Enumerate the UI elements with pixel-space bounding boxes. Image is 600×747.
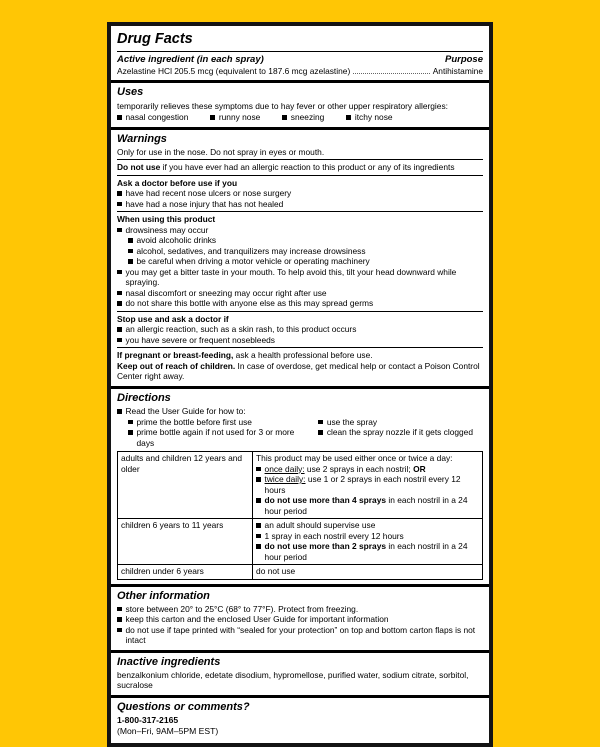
- warnings-heading: Warnings: [117, 132, 167, 145]
- list-item: have had recent nose ulcers or nose surgery: [117, 188, 483, 199]
- other-information-heading: Other information: [117, 589, 210, 602]
- square-bullet-icon: [117, 617, 122, 622]
- list-item: use the spray: [318, 417, 483, 428]
- table-row: [118, 519, 483, 565]
- square-bullet-icon: [117, 327, 122, 332]
- list-item: runny nose: [210, 112, 260, 123]
- list-item: drowsiness may occur: [117, 225, 483, 236]
- list-item: nasal discomfort or sneezing may occur right after use: [117, 288, 483, 299]
- list-item: do not use more than 4 sprays in each nostril in a 24 hour period: [256, 495, 479, 516]
- warnings-pregnancy-keepout: [117, 350, 483, 382]
- active-ingredient-name: Azelastine HCl 205.5 mcg (equivalent to 187.6 mcg azelastine): [117, 65, 351, 76]
- list-item: once daily: use 2 sprays in each nostril; OR: [256, 464, 479, 475]
- user-guide-columns: [117, 417, 483, 449]
- uses-symptom-list: [117, 112, 483, 123]
- list-item: an adult should supervise use: [256, 520, 479, 531]
- table-row: [118, 452, 483, 519]
- square-bullet-icon: [256, 467, 261, 472]
- list-item: itchy nose: [346, 112, 392, 123]
- phone-number: 1-800-317-2165: [117, 715, 179, 726]
- square-bullet-icon: [128, 420, 133, 425]
- guide-column-1: [117, 417, 307, 449]
- list-item: clean the spray nozzle if it gets clogged: [318, 427, 483, 438]
- square-bullet-icon: [128, 259, 133, 264]
- active-ingredient-heading-row: [117, 54, 483, 66]
- square-bullet-icon: [256, 477, 261, 482]
- list-item: prime the bottle before first use: [128, 417, 307, 428]
- square-bullet-icon: [318, 430, 323, 435]
- purpose-heading: Purpose: [444, 53, 483, 65]
- square-bullet-icon: [117, 228, 122, 233]
- warnings-stop-use: [117, 314, 483, 349]
- list-item: you have severe or frequent nosebleeds: [117, 335, 483, 346]
- list-item: store between 20° to 25°C (68° to 77°F). Protect from freezing.: [117, 604, 483, 615]
- age-cell: adults and children 12 years and older: [118, 452, 253, 519]
- dosage-table: [117, 451, 483, 580]
- square-bullet-icon: [318, 420, 323, 425]
- square-bullet-icon: [128, 238, 133, 243]
- list-item: have had a nose injury that has not healed: [117, 199, 483, 210]
- list-item: prime bottle again if not used for 3 or more days: [128, 427, 307, 448]
- dotted-leader: [353, 73, 429, 74]
- square-bullet-icon: [117, 191, 122, 196]
- age-cell: children 6 years to 11 years: [118, 519, 253, 565]
- table-row: [118, 565, 483, 580]
- list-item: do not share this bottle with anyone else as this may spread germs: [117, 298, 483, 309]
- directions-heading: Directions: [117, 391, 171, 404]
- square-bullet-icon: [282, 115, 287, 120]
- drug-facts-label: [107, 22, 493, 747]
- square-bullet-icon: [117, 301, 122, 306]
- uses-intro: temporarily relieves these symptoms due to hay fever or other upper respiratory allergies:: [117, 100, 448, 111]
- square-bullet-icon: [117, 628, 122, 633]
- section-warnings: [111, 127, 489, 386]
- stop-use-heading: Stop use and ask a doctor if: [117, 313, 229, 324]
- list-item: avoid alcoholic drinks: [128, 235, 483, 246]
- keep-out-line: Keep out of reach of children. In case of overdose, get medical help or contact a Poison Control Center right away.: [117, 360, 480, 382]
- section-questions: [111, 695, 489, 742]
- divider: [117, 51, 483, 52]
- dose-intro: This product may be used either once or twice a day:: [256, 453, 453, 464]
- square-bullet-icon: [117, 338, 122, 343]
- square-bullet-icon: [256, 498, 261, 503]
- warnings-only-for-use: Only for use in the nose. Do not spray in eyes or mouth.: [117, 147, 483, 161]
- list-item: do not use more than 2 sprays in each nostril in a 24 hour period: [256, 541, 479, 562]
- dose-cell: do not use: [253, 565, 483, 580]
- active-ingredient-heading: Active ingredient (in each spray): [117, 53, 264, 65]
- square-bullet-icon: [117, 270, 122, 275]
- section-other-information: [111, 584, 489, 650]
- square-bullet-icon: [210, 115, 215, 120]
- warnings-do-not-use: Do not use if you have ever had an allergic reaction to this product or any of its ingredients: [117, 162, 483, 176]
- dose-cell: [253, 519, 483, 565]
- list-item: sneezing: [282, 112, 324, 123]
- square-bullet-icon: [117, 409, 122, 414]
- square-bullet-icon: [128, 249, 133, 254]
- section-directions: [111, 386, 489, 584]
- when-using-heading: When using this product: [117, 214, 216, 225]
- list-item: nasal congestion: [117, 112, 188, 123]
- section-inactive-ingredients: [111, 650, 489, 695]
- list-item: an allergic reaction, such as a skin rash, to this product occurs: [117, 324, 483, 335]
- list-item: 1 spray in each nostril every 12 hours: [256, 531, 479, 542]
- list-item: you may get a bitter taste in your mouth. To help avoid this, tilt your head downward while spraying.: [117, 267, 483, 288]
- list-item: do not use if tape printed with “sealed for your protection” on top and bottom carton flaps is not intact: [117, 625, 483, 646]
- square-bullet-icon: [128, 430, 133, 435]
- dose-cell: [253, 452, 483, 519]
- square-bullet-icon: [117, 115, 122, 120]
- guide-column-2: [307, 417, 483, 449]
- square-bullet-icon: [256, 534, 261, 539]
- inactive-ingredients-heading: Inactive ingredients: [117, 655, 221, 668]
- inactive-ingredients-text: benzalkonium chloride, edetate disodium, hypromellose, purified water, sodium citrate, sorbitol, sucralose: [117, 669, 469, 691]
- drug-facts-title: Drug Facts: [117, 31, 193, 47]
- pregnant-line: If pregnant or breast-feeding, ask a health professional before use.: [117, 350, 373, 361]
- square-bullet-icon: [117, 607, 122, 612]
- section-uses: [111, 80, 489, 126]
- square-bullet-icon: [117, 202, 122, 207]
- list-item: alcohol, sedatives, and tranquilizers may increase drowsiness: [128, 246, 483, 257]
- list-item: Read the User Guide for how to:: [117, 406, 483, 417]
- list-item: be careful when driving a motor vehicle or operating machinery: [128, 256, 483, 267]
- questions-heading: Questions or comments?: [117, 700, 250, 713]
- list-item: twice daily: use 1 or 2 sprays in each nostril every 12 hours: [256, 474, 479, 495]
- warnings-when-using: [117, 214, 483, 312]
- phone-hours: (Mon–Fri, 9AM–5PM EST): [117, 726, 219, 737]
- active-ingredient-row: [117, 66, 483, 77]
- uses-heading: Uses: [117, 86, 144, 99]
- list-item: keep this carton and the enclosed User Guide for important information: [117, 614, 483, 625]
- section-header: [111, 28, 489, 80]
- square-bullet-icon: [256, 544, 261, 549]
- age-cell: children under 6 years: [118, 565, 253, 580]
- ask-doctor-heading: Ask a doctor before use if you: [117, 177, 238, 188]
- purpose-value: Antihistamine: [432, 65, 483, 76]
- square-bullet-icon: [346, 115, 351, 120]
- warnings-ask-doctor: [117, 178, 483, 213]
- square-bullet-icon: [256, 523, 261, 528]
- square-bullet-icon: [117, 291, 122, 296]
